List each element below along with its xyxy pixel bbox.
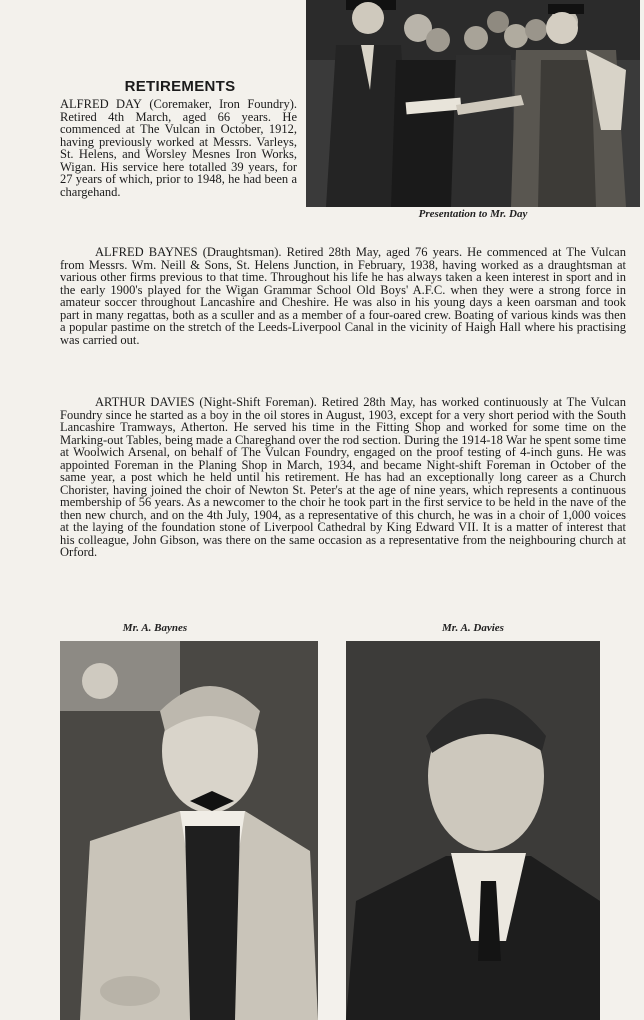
- presentation-photo-caption: Presentation to Mr. Day: [418, 208, 528, 220]
- article-body: (Coremaker, Iron Foundry). Retired 4th March, aged 66 years. He commenced at The Vulcan in October, 1912, having previously worked at Messrs. Varleys, St. Helens, and Worsley Mesnes Iron Works, Wigan. His service here totalled 39 years, for 27 years of which, prior to 1948, he had been a chargehand.: [60, 97, 297, 199]
- article-lead-name: ALFRED BAYNES: [95, 245, 198, 259]
- article-body: (Night-Shift Foreman). Retired 28th May, has worked continuously at The Vulcan Foundry since he started as a boy in the oil stores in August, 1903, except for a very short period with the South Lancashire Tramways, Atherton. He served his time in the Fitting Shop and worked for some time on the Marking-out Tables, being made a Chareghand over the rod section. During the 1914-18 War he spent some time at Woolwich Arsenal, on behalf of The Vulcan Foundry, engaged on the proof testing of 4-inch guns. He was appointed Foreman in the Planing Shop in March, 1934, and became Night-shift Foreman in October of the same year, a post which he held until his retirement. He has had an exceptionally long career as a Church Chorister, having joined the choir of Newton St. Peter's at the age of nine years, which represents a continuous membership of 56 years. As a newcomer to the choir he took part in the first service to be held in the nave of the then new church, and on the 4th July, 1904, as a representative of this church, he was in a choir of 1,000 voices at the laying of the foundation stone of Liverpool Cathedral by King Edward VII. It is a matter of interest that his colleague, John Gibson, was there on the same occasion as a representative from the neighbouring church at Orford.: [60, 395, 626, 559]
- baynes-portrait-photo: [60, 641, 318, 1020]
- article-alfred-day: [60, 98, 297, 198]
- article-alfred-baynes: [60, 246, 626, 346]
- baynes-portrait-caption: Mr. A. Baynes: [122, 622, 188, 634]
- article-arthur-davies: [60, 396, 626, 559]
- davies-portrait-photo: [346, 641, 600, 1020]
- davies-portrait-caption: Mr. A. Davies: [442, 622, 504, 634]
- article-body: (Draughtsman). Retired 28th May, aged 76 years. He commenced at The Vulcan from Messrs. Wm. Neill & Sons, St. Helens Junction, in February, 1938, having worked as a draughtsman at various other firms previous to that time. Throughout his life he has always taken a keen interest in sport and in the early 1900's played for the Wigan Grammar School Old Boys' A.F.C. when they were a strong force in amateur soccer throughout Lancashire and Cheshire. He was also in his young days a keen oarsman and took part in many regattas, both as a sculler and as a member of a four-oared crew. Boating of various kinds was then a popular pastime on the stretch of the Leeds-Liverpool Canal in the vicinity of Haigh Hall where his practising was carried out.: [60, 245, 626, 347]
- presentation-photo: [306, 0, 640, 207]
- article-lead-name: ARTHUR DAVIES: [95, 395, 195, 409]
- article-lead-name: ALFRED DAY: [60, 97, 142, 111]
- section-heading: RETIREMENTS: [124, 78, 236, 95]
